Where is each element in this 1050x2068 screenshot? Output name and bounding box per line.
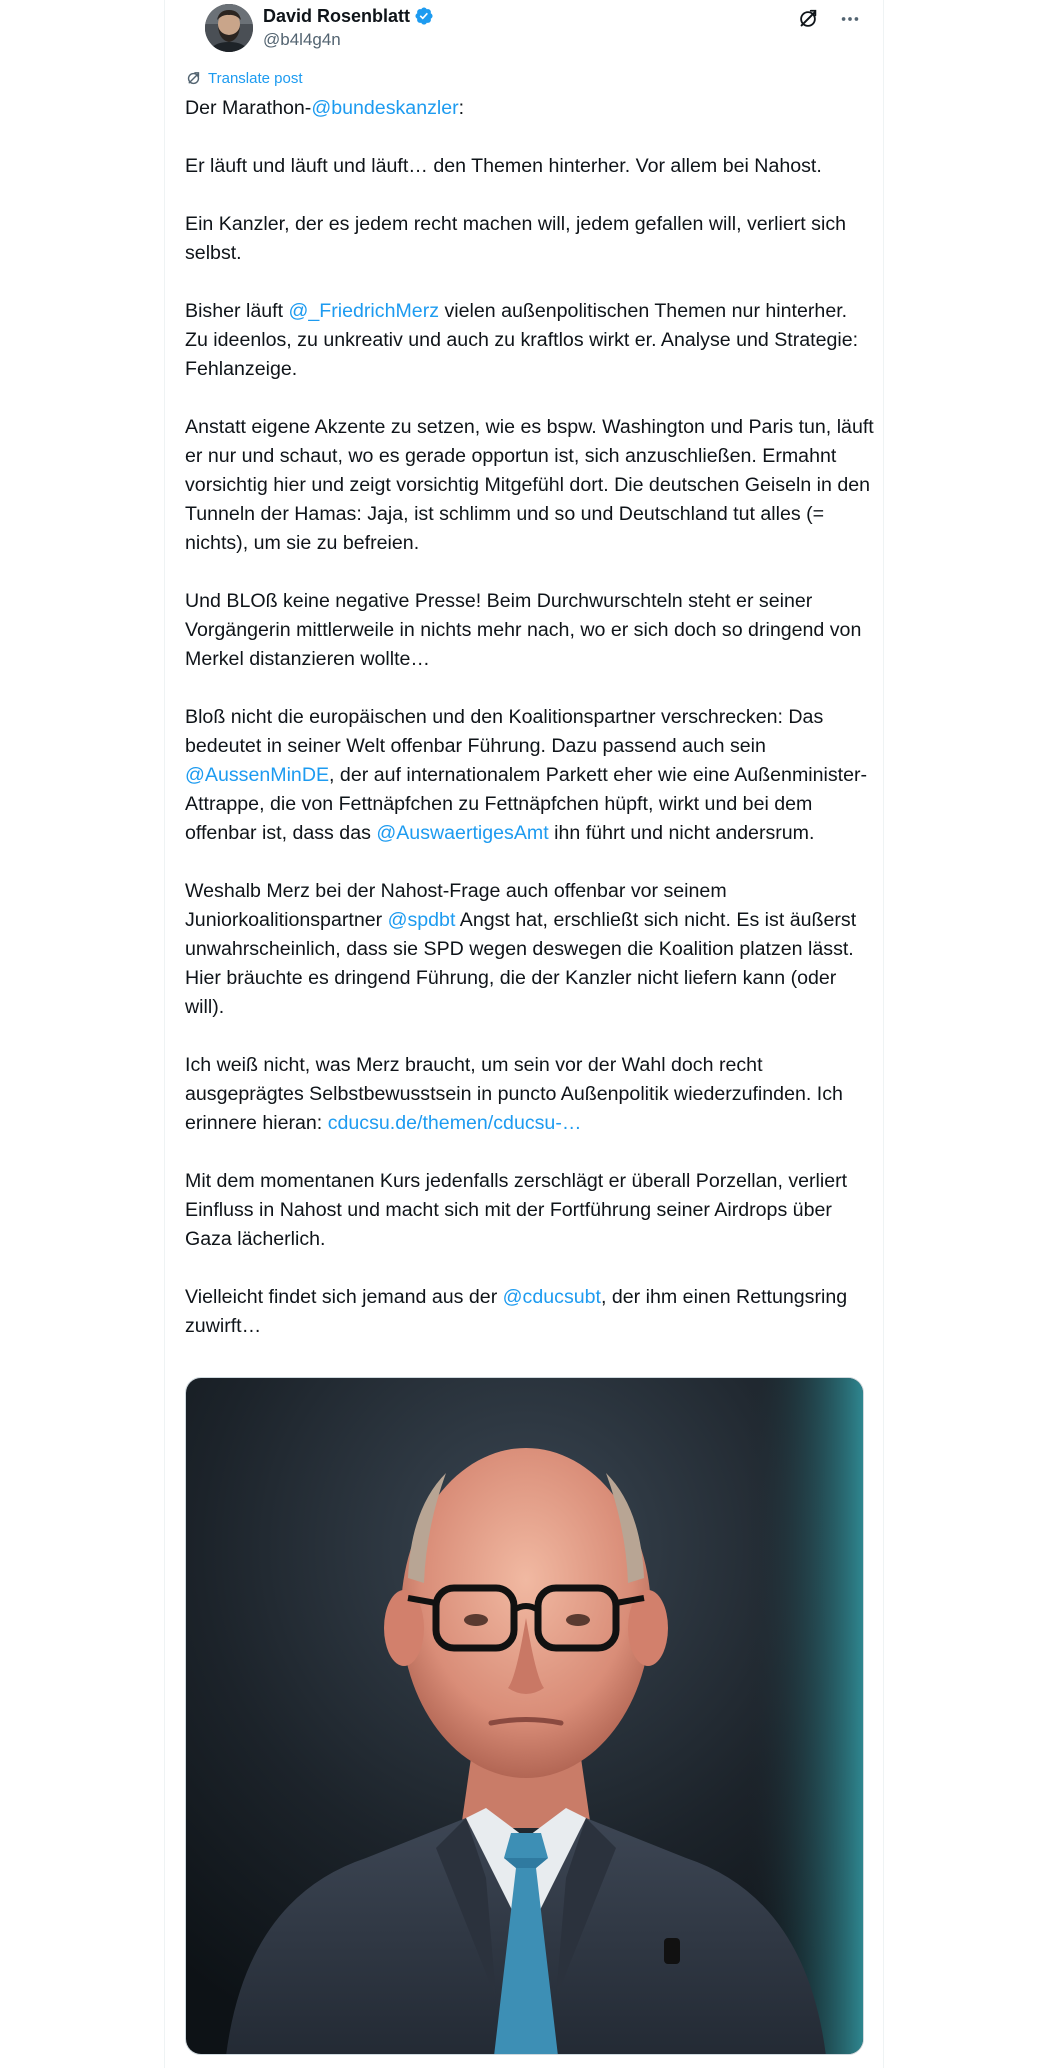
post-paragraph: Er läuft und läuft und läuft… den Themen hinterher. Vor allem bei Nahost.	[185, 155, 822, 177]
post-paragraph: Und BLOß keine negative Presse! Beim Durchwurschteln steht er seiner Vorgängerin mittlerweile in nichts mehr nach, wo er sich doch so dringend von Merkel distanzieren wollte…	[185, 590, 862, 670]
post-header	[185, 0, 865, 56]
post-paragraph: Weshalb Merz bei der Nahost-Frage auch offenbar vor seinem Juniorkoalitionspartner @spdbt Angst hat, erschließt sich nicht. Es ist äußerst unwahrscheinlich, dass sie SPD wegen deswegen die Koalition platzen lässt. Hier bräuchte es dringend Führung, die der Kanzler nicht liefern kann (oder will).	[185, 880, 857, 1018]
external-link[interactable]: cducsu.de/themen/cducsu-…	[327, 1112, 582, 1134]
post-paragraph: Anstatt eigene Akzente zu setzen, wie es bspw. Washington und Paris tun, läuft er nur und schaut, wo es gerade opportun ist, sich anzuschließen. Ermahnt vorsichtig hier und zeigt vorsichtig Mitgefühl dort. Die deutschen Geiseln in den Tunneln der Hamas: Jaja, ist schlimm und so und Deutschland tut alles (= nichts), um sie zu befreien.	[185, 416, 874, 554]
mention-link[interactable]: @bundeskanzler	[311, 97, 459, 119]
avatar[interactable]	[205, 4, 253, 52]
post-paragraph: Ein Kanzler, der es jedem recht machen will, jedem gefallen will, verliert sich selbst.	[185, 213, 847, 264]
more-options-button[interactable]	[835, 4, 865, 34]
header-actions	[793, 4, 865, 34]
translate-icon	[185, 70, 202, 87]
mention-link[interactable]: @cducsubt	[502, 1286, 601, 1308]
translate-post-label: Translate post	[208, 70, 303, 87]
more-icon	[839, 8, 861, 30]
post-paragraph: Bisher läuft @_FriedrichMerz vielen außenpolitischen Themen nur hinterher. Zu ideenlos, zu unkreativ und auch zu kraftlos wirkt er. Analyse und Strategie: Fehlanzeige.	[185, 300, 859, 380]
translate-post-button[interactable]	[185, 70, 303, 87]
avatar-image	[205, 4, 253, 52]
post-text	[185, 94, 875, 1341]
post-column	[164, 0, 884, 2068]
author-display-name[interactable]: David Rosenblatt	[263, 6, 411, 26]
author-handle[interactable]: @b4l4g4n	[263, 30, 341, 49]
portrait-photo	[186, 1378, 864, 2055]
grok-button[interactable]	[793, 4, 823, 34]
mention-link[interactable]: @spdbt	[387, 909, 456, 931]
mention-link[interactable]: @AuswaertigesAmt	[376, 822, 549, 844]
post-media-image[interactable]	[185, 1377, 864, 2055]
mention-link[interactable]: @_FriedrichMerz	[288, 300, 440, 322]
post-paragraph: Vielleicht findet sich jemand aus der @cducsubt, der ihm einen Rettungsring zuwirft…	[185, 1286, 848, 1337]
post-paragraph: Ich weiß nicht, was Merz braucht, um sein vor der Wahl doch recht ausgeprägtes Selbstbewusstsein in puncto Außenpolitik wiederzufinden. Ich erinnere hieran: cducsu.de/themen/cducsu-…	[185, 1054, 843, 1134]
mention-link[interactable]: @AussenMinDE	[185, 764, 330, 786]
verified-badge-icon[interactable]	[414, 6, 434, 26]
author-block	[263, 4, 434, 51]
post-paragraph: Bloß nicht die europäischen und den Koalitionspartner verschrecken: Das bedeutet in seiner Welt offenbar Führung. Dazu passend auch sein @AussenMinDE, der auf internationalem Parkett eher wie eine Außenminister-Attrappe, die von Fettnäpfchen zu Fettnäpfchen hüpft, wirkt und bei dem offenbar ist, dass das @AuswaertigesAmt ihn führt und nicht andersrum.	[185, 706, 868, 844]
post-paragraph: Mit dem momentanen Kurs jedenfalls zerschlägt er überall Porzellan, verliert Einfluss in Nahost und macht sich mit der Fortführung seiner Airdrops über Gaza lächerlich.	[185, 1170, 848, 1250]
grok-icon	[797, 8, 819, 30]
post-paragraph: Der Marathon-@bundeskanzler:	[185, 97, 465, 119]
